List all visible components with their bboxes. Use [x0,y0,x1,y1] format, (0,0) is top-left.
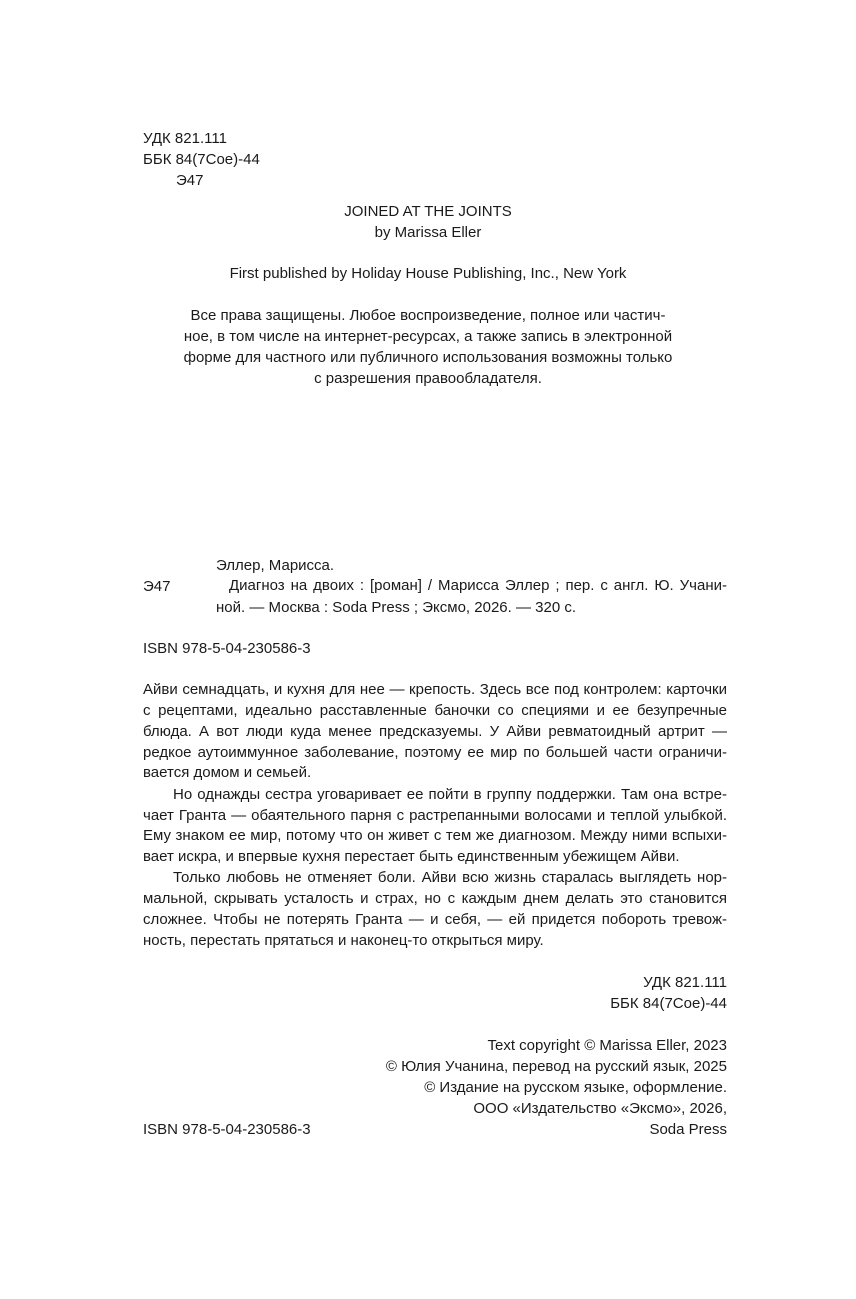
bottom-classification [610,972,727,1014]
annotation-line: Айви семнадцать, и кухня для нее — крепость. Здесь все под контролем: карточки [143,681,727,698]
bibliographic-author-mark: Э47 [143,578,171,595]
original-author: by Marissa Eller [374,224,482,241]
copyright-line: © Издание на русском языке, оформление. [424,1079,727,1096]
isbn: ISBN 978-5-04-230586-3 [143,640,311,657]
copyright-block [386,1035,727,1140]
copyright-line: Text copyright © Marissa Eller, 2023 [487,1037,727,1054]
bottom-udk-code: УДК 821.111 [643,974,727,991]
udk-code: УДК 821.111 [143,130,227,147]
bibliographic-description-line: Диагноз на двоих : [роман] / Марисса Эллер ; пер. с англ. Ю. Учани- [229,577,727,594]
annotation-line: блюда. А вот люди куда менее предсказуемы. У Айви ревматоидный артрит — [143,723,727,740]
copyright-line: Soda Press [649,1121,727,1138]
rights-notice-line: с разрешения правообладателя. [314,370,542,387]
annotation-line: Только любовь не отменяет боли. Айви всю жизнь старалась выглядеть нор- [173,869,727,886]
rights-notice-line: Все права защищены. Любое воспроизведение, полное или частич- [190,307,666,324]
annotation-line: редкое аутоиммунное заболевание, поэтому ее мир по большей части ограничи- [143,744,727,761]
copyright-line: ООО «Издательство «Эксмо», 2026, [473,1100,727,1117]
author-mark: Э47 [176,172,204,189]
annotation-line: мальной, скрывать усталость и страх, но с каждым днем делать это становится [143,890,727,907]
annotation-line: ность, перестать прятаться и наконец-то открыться миру. [143,932,544,949]
original-title: JOINED AT THE JOINTS [344,203,512,220]
bbk-code: ББК 84(7Сое)-44 [143,151,260,168]
rights-notice-line: ное, в том числе на интернет-ресурсах, а также запись в электронной [183,328,673,345]
annotation-line: чает Гранта — обаятельного парня с растрепанными волосами и теплой улыбкой. [143,807,727,824]
annotation-line: с рецептами, идеально расставленные баночки со специями и ее безупречные [143,702,727,719]
bottom-bbk-code: ББК 84(7Сое)-44 [610,995,727,1012]
annotation-line: Но однажды сестра уговаривает ее пойти в группу поддержки. Там она встре- [173,786,727,803]
bibliographic-description-line: ной. — Москва : Soda Press ; Эксмо, 2026. — 320 с. [216,599,576,616]
bibliographic-author-heading: Эллер, Марисса. [216,557,335,574]
annotation-line: вается домом и семьей. [143,764,312,781]
bottom-isbn: ISBN 978-5-04-230586-3 [143,1121,311,1138]
rights-notice-line: форме для частного или публичного использования возможны только [183,349,673,366]
first-published-note: First published by Holiday House Publishing, Inc., New York [229,265,627,282]
annotation-line: Ему знаком ее мир, потому что он живет с тем же диагнозом. Между ними вспыхи- [143,827,727,844]
annotation-line: вает искра, и впервые кухня перестает быть единственным убежищем Айви. [143,848,680,865]
annotation-line: сложнее. Чтобы не потерять Гранта — и себя, — ей придется побороть тревож- [143,911,727,928]
copyright-line: © Юлия Учанина, перевод на русский язык, 2025 [385,1058,727,1075]
